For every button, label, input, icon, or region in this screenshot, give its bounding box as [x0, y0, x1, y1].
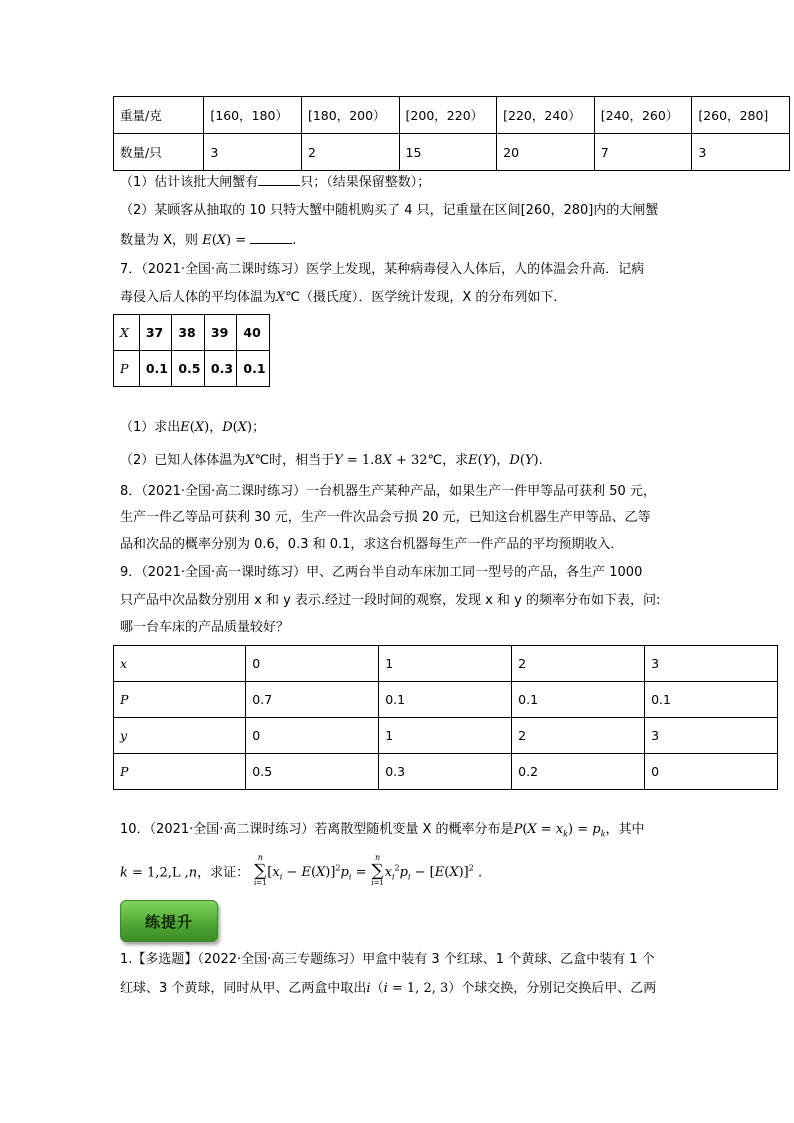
q6-sub1 — [120, 173, 430, 193]
table-cell: 37 — [139, 315, 172, 351]
table-cell: X — [114, 315, 140, 351]
q8-line1: 8．（2021·全国·高二课时练习）一台机器生产某种产品，如果生产一件甲等品可获利 50 元， — [120, 484, 656, 499]
q8-line2: 生产一件乙等品可获利 30 元，生产一件次品会亏损 20 元，已知这台机器生产甲等品、乙等 — [120, 510, 651, 525]
table-cell: 0.1 — [379, 682, 512, 718]
weight-count-table — [113, 96, 790, 171]
p1-line2: 红球、3 个黄球，同时从甲、乙两盒中取出i（i = 1, 2, 3）个球交换，分别记交换后甲、乙两 — [120, 981, 657, 996]
formula-EY: E(Y) — [468, 453, 497, 468]
q7-sub2 — [120, 451, 543, 471]
q8-line3: 品和次品的概率分别为 0.6，0.3 和 0.1，求这台机器每生产一件产品的平均预期收入． — [120, 537, 624, 552]
q7-line2 — [120, 288, 566, 308]
formula-DX: D(X) — [222, 420, 253, 435]
q10-line1-text-b: ，其中 — [605, 822, 645, 837]
table-cell: P — [114, 351, 140, 387]
table-row — [114, 134, 790, 171]
table-cell: 2 — [512, 718, 645, 754]
var-X: X — [245, 453, 255, 468]
table-cell: 7 — [594, 134, 692, 171]
p1-line2-text-a: 红球、3 个黄球，同时从甲、乙两盒中取出 — [120, 981, 367, 996]
q7-distribution-table-body — [114, 315, 270, 387]
table-cell: 3 — [204, 134, 302, 171]
formula-Y-linear: Y = 1.8X + 32 — [334, 453, 428, 468]
table-row — [114, 315, 270, 351]
table-cell: 0 — [246, 646, 379, 682]
table-cell: 0.5 — [246, 754, 379, 790]
table-row — [114, 351, 270, 387]
q7-distribution-table — [113, 314, 270, 387]
q7-sub1-text-a: （1）求出 — [120, 420, 181, 435]
q7-sub1 — [120, 418, 265, 438]
table-cell: 0.1 — [237, 351, 270, 387]
summation-sign: n ∑ i=1 — [254, 852, 267, 887]
q6-sub2-line1: （2）某顾客从抽取的 10 只特大蟹中随机购买了 4 只，记重量在区间[260，280]内的大闸蟹 — [120, 203, 659, 218]
q6-sub2-text-a: 数量为 X，则 — [120, 233, 199, 248]
q10-line2-text-b: . — [477, 865, 483, 881]
table-cell: 0.2 — [512, 754, 645, 790]
table-cell: [200，220） — [399, 97, 497, 134]
table-cell: 0 — [246, 718, 379, 754]
q7-sub1-text-c: ； — [252, 420, 266, 435]
q9-line2: 只产品中次品数分别用 x 和 y 表示.经过一段时间的观察，发现 x 和 y 的频率分布如下表，问: — [120, 593, 661, 608]
p1-line2-text-b: 个球交换，分别记交换后甲、乙两 — [461, 981, 657, 996]
table-cell: 3 — [645, 718, 778, 754]
q6-sub1-text-a: （1）估计该批大闸蟹有 — [120, 175, 259, 190]
formula-DY: D(Y) — [509, 453, 539, 468]
table-cell: 20 — [497, 134, 595, 171]
answer-blank — [250, 231, 292, 244]
q7-sub2-text-d: ， — [496, 453, 510, 468]
table-cell: 39 — [204, 315, 237, 351]
var-X: X — [276, 290, 286, 305]
table-cell: x — [114, 646, 246, 682]
formula-EX: E(X) = — [202, 233, 247, 248]
table-row — [114, 646, 778, 682]
q10-line2 — [120, 852, 483, 888]
formula-i-range: i = 1, 2, 3 — [383, 981, 449, 996]
table-cell: y — [114, 718, 246, 754]
table-cell: [240，260） — [594, 97, 692, 134]
table-cell: 2 — [512, 646, 645, 682]
table-cell: [160，180） — [204, 97, 302, 134]
q7-line2-text-b: ℃（摄氏度）．医学统计发现，X 的分布列如下． — [285, 290, 567, 305]
table-cell: 3 — [692, 134, 790, 171]
summation-sign: n ∑ i=1 — [371, 852, 384, 887]
table-cell: 2 — [301, 134, 399, 171]
table-cell: P — [114, 754, 246, 790]
q9-frequency-table — [113, 645, 778, 790]
q7-line2-text-a: 毒侵入后人体的平均体温为 — [120, 290, 277, 305]
q10-line1-text-a: 10．（2021·全国·高二课时练习）若离散型随机变量 X 的概率分布是 — [120, 822, 514, 837]
table-cell: 0.3 — [379, 754, 512, 790]
table-cell: 0.7 — [246, 682, 379, 718]
q7-sub2-text-e: . — [538, 453, 543, 468]
table-cell: 15 — [399, 134, 497, 171]
q7-sub1-text-b: ， — [209, 420, 223, 435]
q7-sub2-text-b: ℃时，相当于 — [254, 453, 335, 468]
table-cell: 数量/只 — [114, 134, 204, 171]
table-cell: 重量/克 — [114, 97, 204, 134]
table-row — [114, 754, 778, 790]
table-cell: 0.3 — [204, 351, 237, 387]
table-cell: 0.5 — [172, 351, 205, 387]
table-cell: 3 — [645, 646, 778, 682]
section-tishen-button: 练提升 — [120, 900, 218, 942]
table-cell: 1 — [379, 718, 512, 754]
q6-sub2-text-b: . — [292, 233, 297, 248]
table-cell: 1 — [379, 646, 512, 682]
q7-sub2-text-a: （2）已知人体体温为 — [120, 453, 246, 468]
formula-variance-identity: n ∑ i=1 $[x_i - E(X)]^2p_i$ = n ∑ i=1 $x_i^2p_i - [E(X)]^2$ — [254, 852, 474, 887]
q9-line3: 哪一台车床的产品质量较好？ — [120, 620, 290, 635]
table-cell: 38 — [172, 315, 205, 351]
weight-count-table-body — [114, 97, 790, 171]
q7-line1: 7．（2021·全国·高二课时练习）医学上发现，某种病毒侵入人体后，人的体温会升高．记病 — [120, 262, 645, 277]
var-i: i — [366, 981, 371, 996]
q9-line1: 9．（2021·全国·高一课时练习）甲、乙两台半自动车床加工同一型号的产品，各生产 1000 — [120, 565, 643, 580]
q9-frequency-table-body — [114, 646, 778, 790]
table-cell: [260，280] — [692, 97, 790, 134]
formula-EX: E(X) — [180, 420, 210, 435]
table-cell: P — [114, 682, 246, 718]
p1-line1: 1.【多选题】（2022·全国·高三专题练习）甲盒中装有 3 个红球、1 个黄球、乙盒中装有 1 个 — [120, 952, 655, 967]
table-cell: [220，240） — [497, 97, 595, 134]
table-row — [114, 682, 778, 718]
table-cell: 0.1 — [512, 682, 645, 718]
table-cell: 0.1 — [139, 351, 172, 387]
table-row — [114, 718, 778, 754]
table-cell: 0 — [645, 754, 778, 790]
q10-line1 — [120, 820, 644, 845]
table-row — [114, 97, 790, 134]
formula-pmf: $P(X = x_k) = p_k$ — [513, 822, 606, 839]
formula-k-range: k = 1,2,L ,n — [120, 865, 198, 881]
table-cell: 0.1 — [645, 682, 778, 718]
table-cell: 40 — [237, 315, 270, 351]
q6-sub1-text-b: 只；（结果保留整数）； — [300, 175, 431, 190]
q6-sub2-line2 — [120, 231, 296, 251]
q7-sub2-text-c: ℃，求 — [427, 453, 469, 468]
q10-line2-text-a: ，求证： — [197, 865, 250, 881]
answer-blank — [258, 173, 300, 186]
table-cell: [180，200） — [301, 97, 399, 134]
